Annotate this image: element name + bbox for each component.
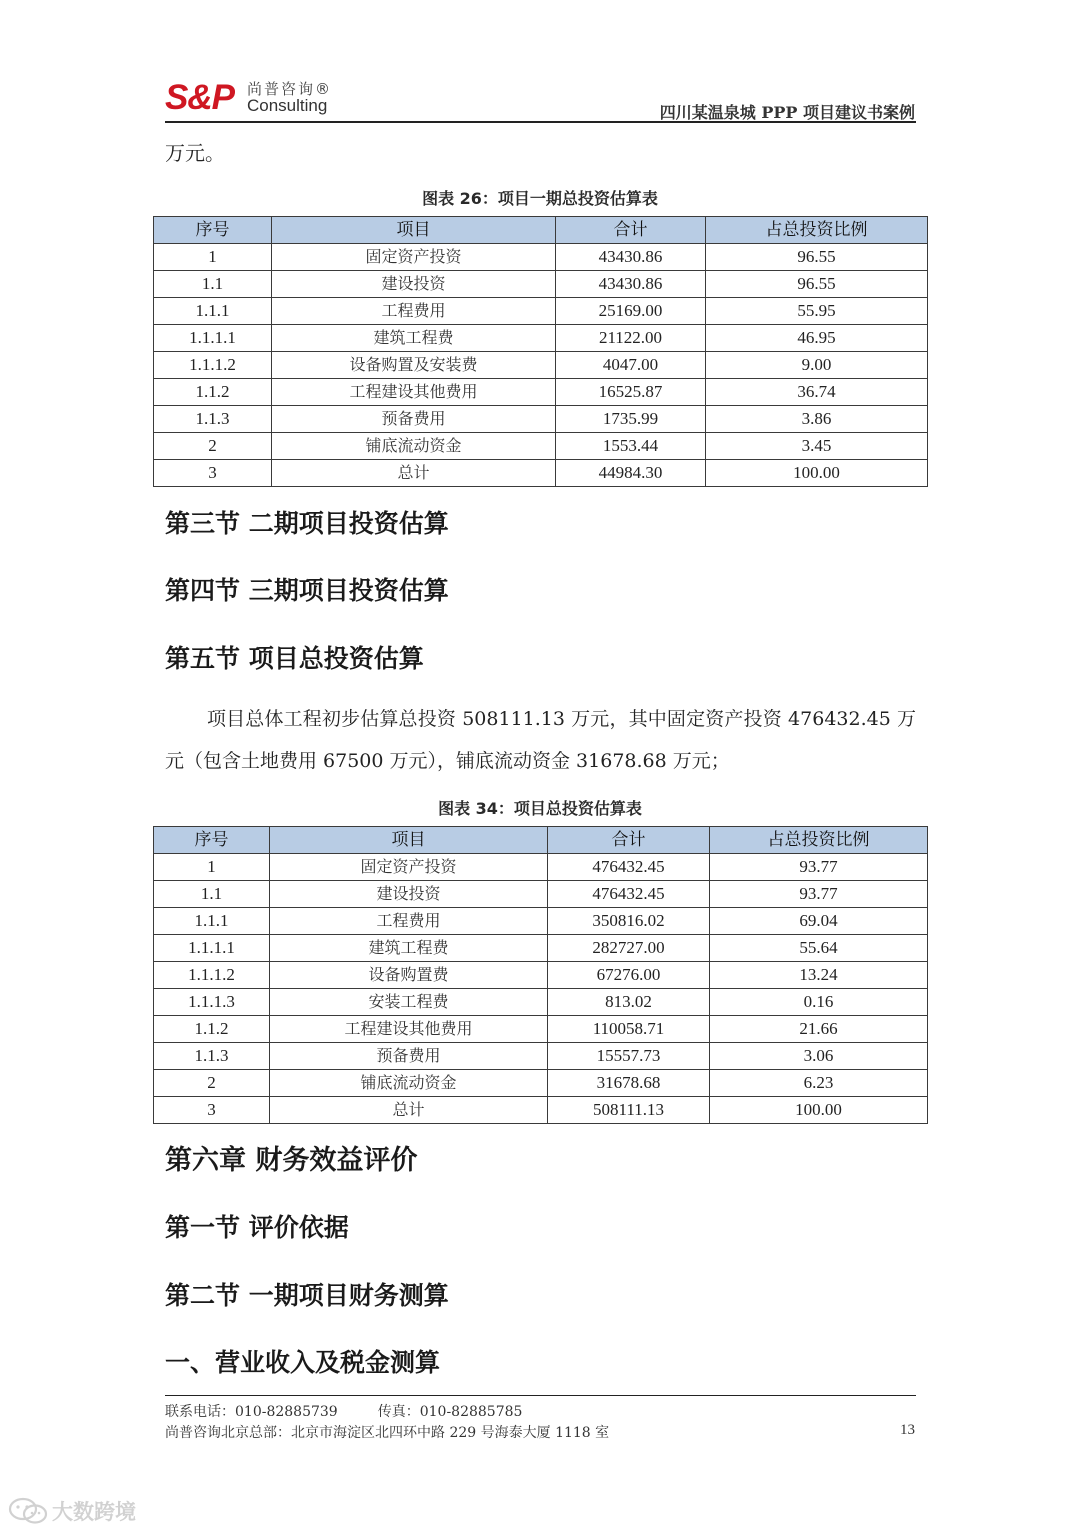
cell-item: 安装工程费 — [270, 989, 548, 1016]
continuation-text: 万元。 — [165, 141, 225, 165]
cell-ratio: 55.64 — [710, 935, 928, 962]
header-divider — [165, 121, 916, 123]
phase1-investment-table — [153, 216, 928, 487]
column-header: 序号 — [154, 827, 270, 854]
cell-item: 铺底流动资金 — [270, 1070, 548, 1097]
table1-caption: 图表 26：项目一期总投资估算表 — [422, 189, 658, 208]
cell-item: 工程费用 — [270, 908, 548, 935]
table-row — [154, 1016, 928, 1043]
cell-seq: 1.1.1.2 — [154, 962, 270, 989]
cell-ratio: 96.55 — [706, 271, 928, 298]
cell-total: 15557.73 — [548, 1043, 710, 1070]
cell-total: 1553.44 — [556, 433, 706, 460]
table-row — [154, 325, 928, 352]
table-row — [154, 244, 928, 271]
cell-ratio: 36.74 — [706, 379, 928, 406]
footer-contact — [165, 1401, 522, 1421]
cell-seq: 1.1.2 — [154, 1016, 270, 1043]
cell-item: 固定资产投资 — [270, 854, 548, 881]
cell-total: 1735.99 — [556, 406, 706, 433]
watermark — [8, 1496, 136, 1526]
footer-divider — [165, 1395, 916, 1396]
table-row — [154, 908, 928, 935]
section-heading-phase2: 第三节 二期项目投资估算 — [165, 509, 449, 538]
table-row — [154, 854, 928, 881]
cell-item: 工程费用 — [272, 298, 556, 325]
cell-seq: 1.1.1.1 — [154, 325, 272, 352]
cell-total: 4047.00 — [556, 352, 706, 379]
table-row — [154, 379, 928, 406]
column-header: 占总投资比例 — [706, 217, 928, 244]
cell-item: 总计 — [272, 460, 556, 487]
cell-seq: 2 — [154, 433, 272, 460]
cell-total: 16525.87 — [556, 379, 706, 406]
wechat-icon — [8, 1497, 48, 1525]
header-title: 四川某温泉城 PPP 项目建议书案例 — [659, 103, 915, 122]
watermark-text: 大数跨境 — [52, 1500, 136, 1524]
section-heading-phase1-finance: 第二节 一期项目财务测算 — [165, 1281, 449, 1310]
cell-seq: 2 — [154, 1070, 270, 1097]
cell-total: 67276.00 — [548, 962, 710, 989]
cell-total: 508111.13 — [548, 1097, 710, 1124]
cell-seq: 1 — [154, 854, 270, 881]
cell-ratio: 55.95 — [706, 298, 928, 325]
cell-ratio: 0.16 — [710, 989, 928, 1016]
cell-total: 813.02 — [548, 989, 710, 1016]
cell-total: 476432.45 — [548, 854, 710, 881]
cell-total: 110058.71 — [548, 1016, 710, 1043]
table-row — [154, 935, 928, 962]
cell-seq: 3 — [154, 460, 272, 487]
cell-total: 350816.02 — [548, 908, 710, 935]
column-header: 项目 — [272, 217, 556, 244]
footer-phone: 联系电话：010-82885739 — [165, 1404, 338, 1420]
section-heading-total: 第五节 项目总投资估算 — [165, 644, 424, 673]
cell-total: 282727.00 — [548, 935, 710, 962]
column-header: 合计 — [556, 217, 706, 244]
cell-ratio: 6.23 — [710, 1070, 928, 1097]
table-row — [154, 352, 928, 379]
cell-item: 铺底流动资金 — [272, 433, 556, 460]
cell-seq: 1.1 — [154, 881, 270, 908]
cell-seq: 1.1.1.3 — [154, 989, 270, 1016]
table-row — [154, 962, 928, 989]
cell-seq: 1.1 — [154, 271, 272, 298]
logo-english-name: Consulting — [247, 96, 328, 115]
cell-ratio: 93.77 — [710, 881, 928, 908]
cell-seq: 1.1.1.1 — [154, 935, 270, 962]
column-header: 项目 — [270, 827, 548, 854]
cell-seq: 1.1.3 — [154, 1043, 270, 1070]
cell-total: 43430.86 — [556, 271, 706, 298]
logo-mark: S&P — [165, 78, 234, 117]
cell-item: 建筑工程费 — [272, 325, 556, 352]
cell-total: 476432.45 — [548, 881, 710, 908]
cell-item: 固定资产投资 — [272, 244, 556, 271]
cell-item: 设备购置及安装费 — [272, 352, 556, 379]
cell-ratio: 9.00 — [706, 352, 928, 379]
cell-total: 44984.30 — [556, 460, 706, 487]
footer-fax: 传真：010-82885785 — [377, 1404, 523, 1420]
cell-total: 25169.00 — [556, 298, 706, 325]
body-paragraph: 项目总体工程初步估算总投资 508111.13 万元，其中固定资产投资 476432.45 万元（包含土地费用 67500 万元），铺底流动资金 31678.68 万元； — [165, 708, 916, 772]
cell-item: 预备费用 — [272, 406, 556, 433]
cell-ratio: 93.77 — [710, 854, 928, 881]
cell-seq: 3 — [154, 1097, 270, 1124]
cell-seq: 1.1.1.2 — [154, 352, 272, 379]
cell-seq: 1.1.3 — [154, 406, 272, 433]
cell-item: 工程建设其他费用 — [272, 379, 556, 406]
table-row — [154, 989, 928, 1016]
cell-seq: 1.1.2 — [154, 379, 272, 406]
cell-ratio: 46.95 — [706, 325, 928, 352]
cell-ratio: 21.66 — [710, 1016, 928, 1043]
cell-total: 21122.00 — [556, 325, 706, 352]
section-heading-basis: 第一节 评价依据 — [165, 1213, 349, 1242]
cell-ratio: 13.24 — [710, 962, 928, 989]
column-header: 占总投资比例 — [710, 827, 928, 854]
chapter-heading-financial: 第六章 财务效益评价 — [165, 1145, 418, 1176]
company-logo — [165, 72, 365, 117]
cell-ratio: 96.55 — [706, 244, 928, 271]
logo-chinese-name: 尚普咨询® — [247, 80, 333, 98]
cell-total: 43430.86 — [556, 244, 706, 271]
cell-seq: 1 — [154, 244, 272, 271]
cell-ratio: 100.00 — [710, 1097, 928, 1124]
table-header-row — [154, 827, 928, 854]
section-heading-phase3: 第四节 三期项目投资估算 — [165, 576, 449, 605]
table-row — [154, 1097, 928, 1124]
subsection-heading-revenue: 一、营业收入及税金测算 — [165, 1348, 441, 1377]
table-header-row — [154, 217, 928, 244]
cell-ratio: 69.04 — [710, 908, 928, 935]
table-row — [154, 433, 928, 460]
footer-address: 尚普咨询北京总部：北京市海淀区北四环中路 229 号海泰大厦 1118 室 — [165, 1425, 610, 1441]
cell-item: 预备费用 — [270, 1043, 548, 1070]
cell-seq: 1.1.1 — [154, 298, 272, 325]
cell-item: 总计 — [270, 1097, 548, 1124]
table-row — [154, 881, 928, 908]
page-number: 13 — [900, 1422, 915, 1438]
table-row — [154, 460, 928, 487]
cell-ratio: 3.06 — [710, 1043, 928, 1070]
cell-seq: 1.1.1 — [154, 908, 270, 935]
total-investment-table — [153, 826, 928, 1124]
cell-ratio: 100.00 — [706, 460, 928, 487]
table-row — [154, 406, 928, 433]
table2-caption: 图表 34：项目总投资估算表 — [438, 799, 642, 818]
cell-total: 31678.68 — [548, 1070, 710, 1097]
cell-item: 建筑工程费 — [270, 935, 548, 962]
column-header: 序号 — [154, 217, 272, 244]
cell-ratio: 3.45 — [706, 433, 928, 460]
cell-item: 工程建设其他费用 — [270, 1016, 548, 1043]
table-row — [154, 1070, 928, 1097]
cell-ratio: 3.86 — [706, 406, 928, 433]
table-row — [154, 271, 928, 298]
table-row — [154, 298, 928, 325]
table-row — [154, 1043, 928, 1070]
cell-item: 建设投资 — [270, 881, 548, 908]
column-header: 合计 — [548, 827, 710, 854]
cell-item: 设备购置费 — [270, 962, 548, 989]
cell-item: 建设投资 — [272, 271, 556, 298]
